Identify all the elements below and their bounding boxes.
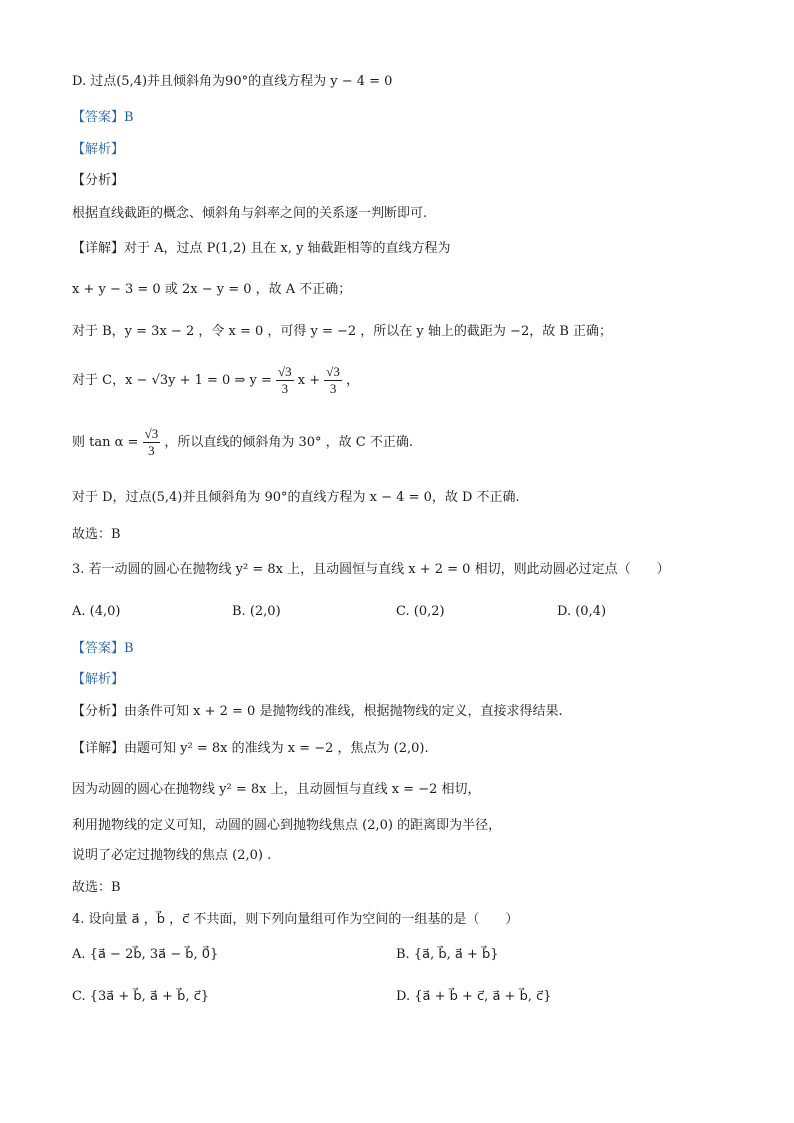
fraction-denominator: 3 [148, 443, 155, 458]
q4-option-b-value: {a⃗, b⃗, a⃗ + b⃗} [413, 947, 499, 962]
question-3: 3. 若一动圆的圆心在抛物线 y² = 8x 上，且动圆恒与直线 x + 2 = 0 相切，则此动圆必过定点（ ） [72, 562, 670, 577]
q3-reason-a: 因为动圆的圆心在抛物线 y² = 8x 上，且动圆恒与直线 x = −2 相切， [72, 782, 481, 797]
q4-option-c-value: {3a⃗ + b⃗, a⃗ + b⃗, c⃗} [89, 989, 210, 1004]
q3-option-b [232, 603, 281, 621]
fenxi-text-q2: 根据直线截距的概念、倾斜角与斜率之间的关系逐一判断即可. [72, 206, 428, 221]
fraction-denominator: 3 [329, 381, 337, 396]
fraction-denominator: 3 [281, 381, 289, 396]
fraction-numerator: √3 [278, 364, 292, 379]
question-4: 4. 设向量 a⃗ ，b⃗ ，c⃗ 不共面，则下列向量组可作为空间的一组基的是（ ） [72, 912, 519, 927]
q3-option-b-label: B. [232, 604, 246, 619]
option-d-previous: D. 过点(5,4)并且倾斜角为90°的直线方程为 y − 4 = 0 [72, 74, 393, 89]
analysis-label-q3: 【解析】 [72, 672, 125, 687]
q4-option-d-value: {a⃗ + b⃗ + c⃗, a⃗ + b⃗, c⃗} [414, 989, 552, 1004]
q4-option-c-label: C. [72, 989, 86, 1004]
fraction-numerator: √3 [144, 426, 159, 441]
analysis-label-q2: 【解析】 [72, 142, 125, 157]
q3-option-c [396, 603, 445, 621]
choice-q2: 故选：B [72, 527, 121, 542]
q3-option-a-value: (4,0) [89, 604, 121, 619]
q3-option-a-label: A. [72, 604, 86, 619]
q3-reason-c: 说明了必定过抛物线的焦点 (2,0) . [72, 848, 272, 863]
case-c-x-plus: x + [297, 373, 321, 388]
detail-intro-q2: 【详解】对于 A，过点 P(1,2) 且在 x, y 轴截距相等的直线方程为 [72, 241, 451, 256]
fraction-sqrt3-over-3 [143, 426, 161, 459]
q4-option-a [72, 946, 218, 964]
case-d: 对于 D，过点(5,4)并且倾斜角为 90°的直线方程为 x − 4 = 0，故 D 不正确. [72, 490, 520, 505]
fraction-sqrt3-over-3 [276, 364, 294, 397]
tan-prefix: 则 tan α = [72, 435, 139, 450]
case-c-tail: ， [346, 373, 360, 388]
answer-label-q2: 【答案】B [72, 110, 134, 125]
q3-reason-b: 利用抛物线的定义可知，动圆的圆心到抛物线焦点 (2,0) 的距离即为半径， [72, 818, 502, 833]
q3-option-c-value: (0,2) [413, 604, 445, 619]
choice-q3: 故选：B [72, 880, 121, 895]
q4-option-a-value: {a⃗ − 2b⃗, 3a⃗ − b⃗, 0⃗} [89, 947, 219, 962]
equation-a: x + y − 3 = 0 或 2x − y = 0 ，故 A 不正确； [72, 282, 352, 297]
fraction-numerator: √3 [326, 364, 340, 379]
q4-option-d [396, 988, 552, 1006]
q4-option-c [72, 988, 209, 1006]
q3-option-b-value: (2,0) [249, 604, 281, 619]
q4-option-b-label: B. [396, 947, 410, 962]
answer-label-q3: 【答案】B [72, 641, 134, 656]
q3-option-a [72, 603, 121, 621]
tan-tail: ，所以直线的倾斜角为 30° ，故 C 不正确. [164, 435, 413, 450]
case-c-prefix: 对于 C，x − √3y + 1 = 0 ⇒ y = [72, 373, 272, 388]
q3-option-d-label: D. [557, 604, 572, 619]
q4-option-b [396, 946, 499, 964]
detail-q3: 【详解】由题可知 y² = 8x 的准线为 x = −2 ，焦点为 (2,0). [72, 741, 429, 756]
fenxi-q3: 【分析】由条件可知 x + 2 = 0 是抛物线的准线，根据抛物线的定义，直接求得结果. [72, 704, 563, 719]
q4-option-d-label: D. [396, 989, 411, 1004]
q3-option-d-value: (0,4) [575, 604, 607, 619]
fraction-sqrt3-over-3 [324, 364, 342, 397]
case-b: 对于 B，y = 3x − 2 ，令 x = 0 ，可得 y = −2 ，所以在 y 轴上的截距为 −2，故 B 正确； [72, 324, 613, 339]
tan-line [72, 426, 413, 462]
q3-option-c-label: C. [396, 604, 410, 619]
q3-option-d [557, 603, 606, 621]
case-c [72, 364, 359, 400]
q4-option-a-label: A. [72, 947, 86, 962]
fenxi-label-q2: 【分析】 [72, 173, 125, 188]
